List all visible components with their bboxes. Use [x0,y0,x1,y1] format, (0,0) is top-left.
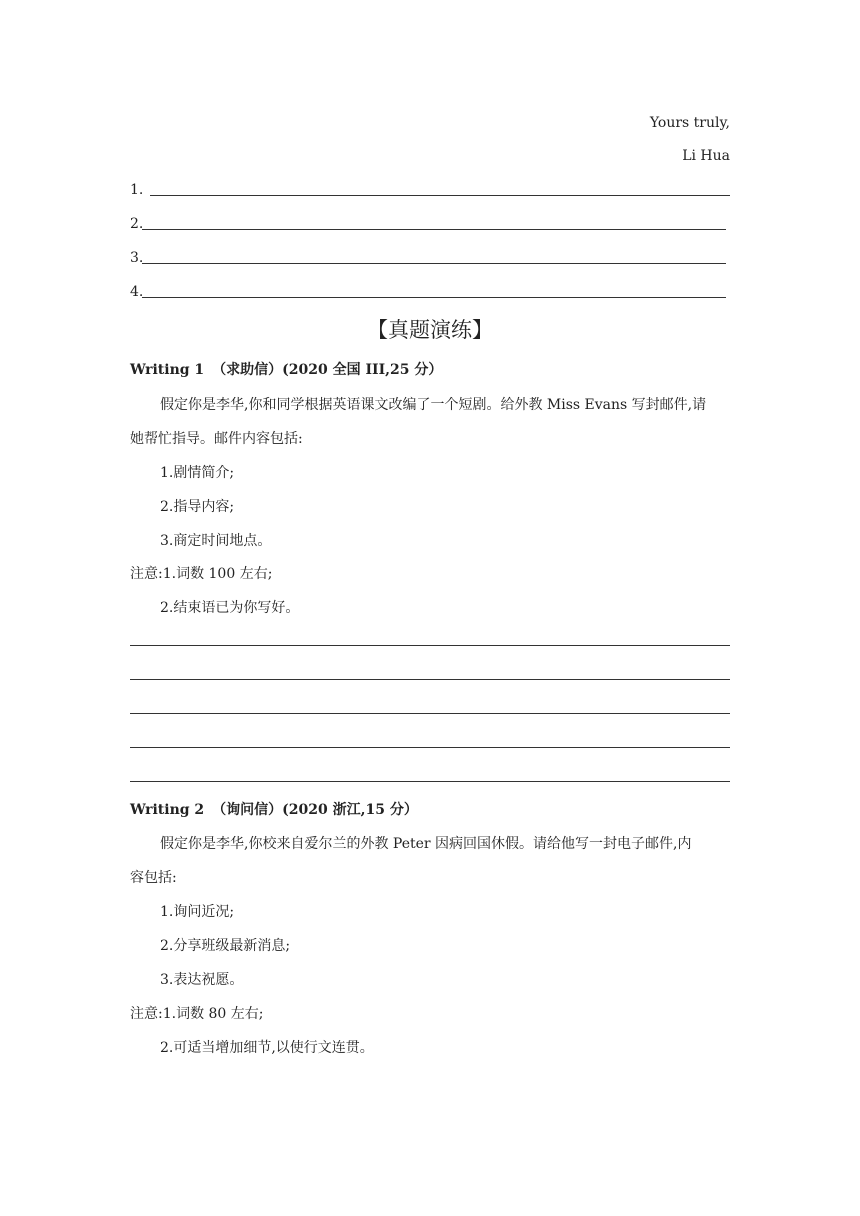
writing-rule [130,747,730,748]
closing-salutation: Yours truly, [649,115,730,131]
writing2-point-3: 3.表达祝愿。 [160,972,244,988]
writing2-heading-type: （询问信） [212,802,283,818]
answer-rule [142,297,726,298]
writing-rule [130,781,730,782]
writing2-note-label: 注意:1.词数 80 左右; [130,1006,264,1022]
writing1-heading [130,361,442,379]
writing2-heading-en: Writing 2 [130,802,205,818]
writing2-point-1: 1.询问近况; [160,904,235,920]
writing2-prompt-line1: 假定你是李华,你校来自爱尔兰的外教 Peter 因病回国休假。请给他写一封电子邮件,内 [160,836,692,852]
answer-line-number: 1. [130,182,144,198]
writing1-note-2: 2.结束语已为你写好。 [160,600,300,616]
writing1-point-3: 3.商定时间地点。 [160,533,272,549]
writing-rule [130,679,730,680]
writing-rule [130,645,730,646]
writing2-heading [130,801,418,819]
writing1-prompt-line1: 假定你是李华,你和同学根据英语课文改编了一个短剧。给外教 Miss Evans 写封邮件,请 [160,397,707,413]
answer-line-number: 3. [130,250,144,266]
writing1-heading-en: Writing 1 [130,362,205,378]
writing2-point-2: 2.分享班级最新消息; [160,938,291,954]
writing1-point-2: 2.指导内容; [160,499,235,515]
answer-line-number: 2. [130,216,144,232]
writing1-prompt-line2: 她帮忙指导。邮件内容包括: [130,431,303,447]
answer-rule [142,263,726,264]
writing2-prompt-line2: 容包括: [130,870,177,886]
writing1-heading-source: (2020 全国 III,25 分） [282,362,443,378]
writing-rule [130,713,730,714]
writing1-note-label: 注意:1.词数 100 左右; [130,566,273,582]
answer-rule [142,229,726,230]
section-title: 【真题演练】 [367,318,493,342]
writing1-point-1: 1.剧情简介; [160,465,235,481]
writing2-heading-source: (2020 浙江,15 分） [282,802,418,818]
writing1-heading-type: （求助信） [212,362,283,378]
writing2-note-2: 2.可适当增加细节,以使行文连贯。 [160,1040,374,1056]
closing-signature: Li Hua [682,148,730,164]
answer-line-number: 4. [130,284,144,300]
answer-rule [150,195,730,196]
